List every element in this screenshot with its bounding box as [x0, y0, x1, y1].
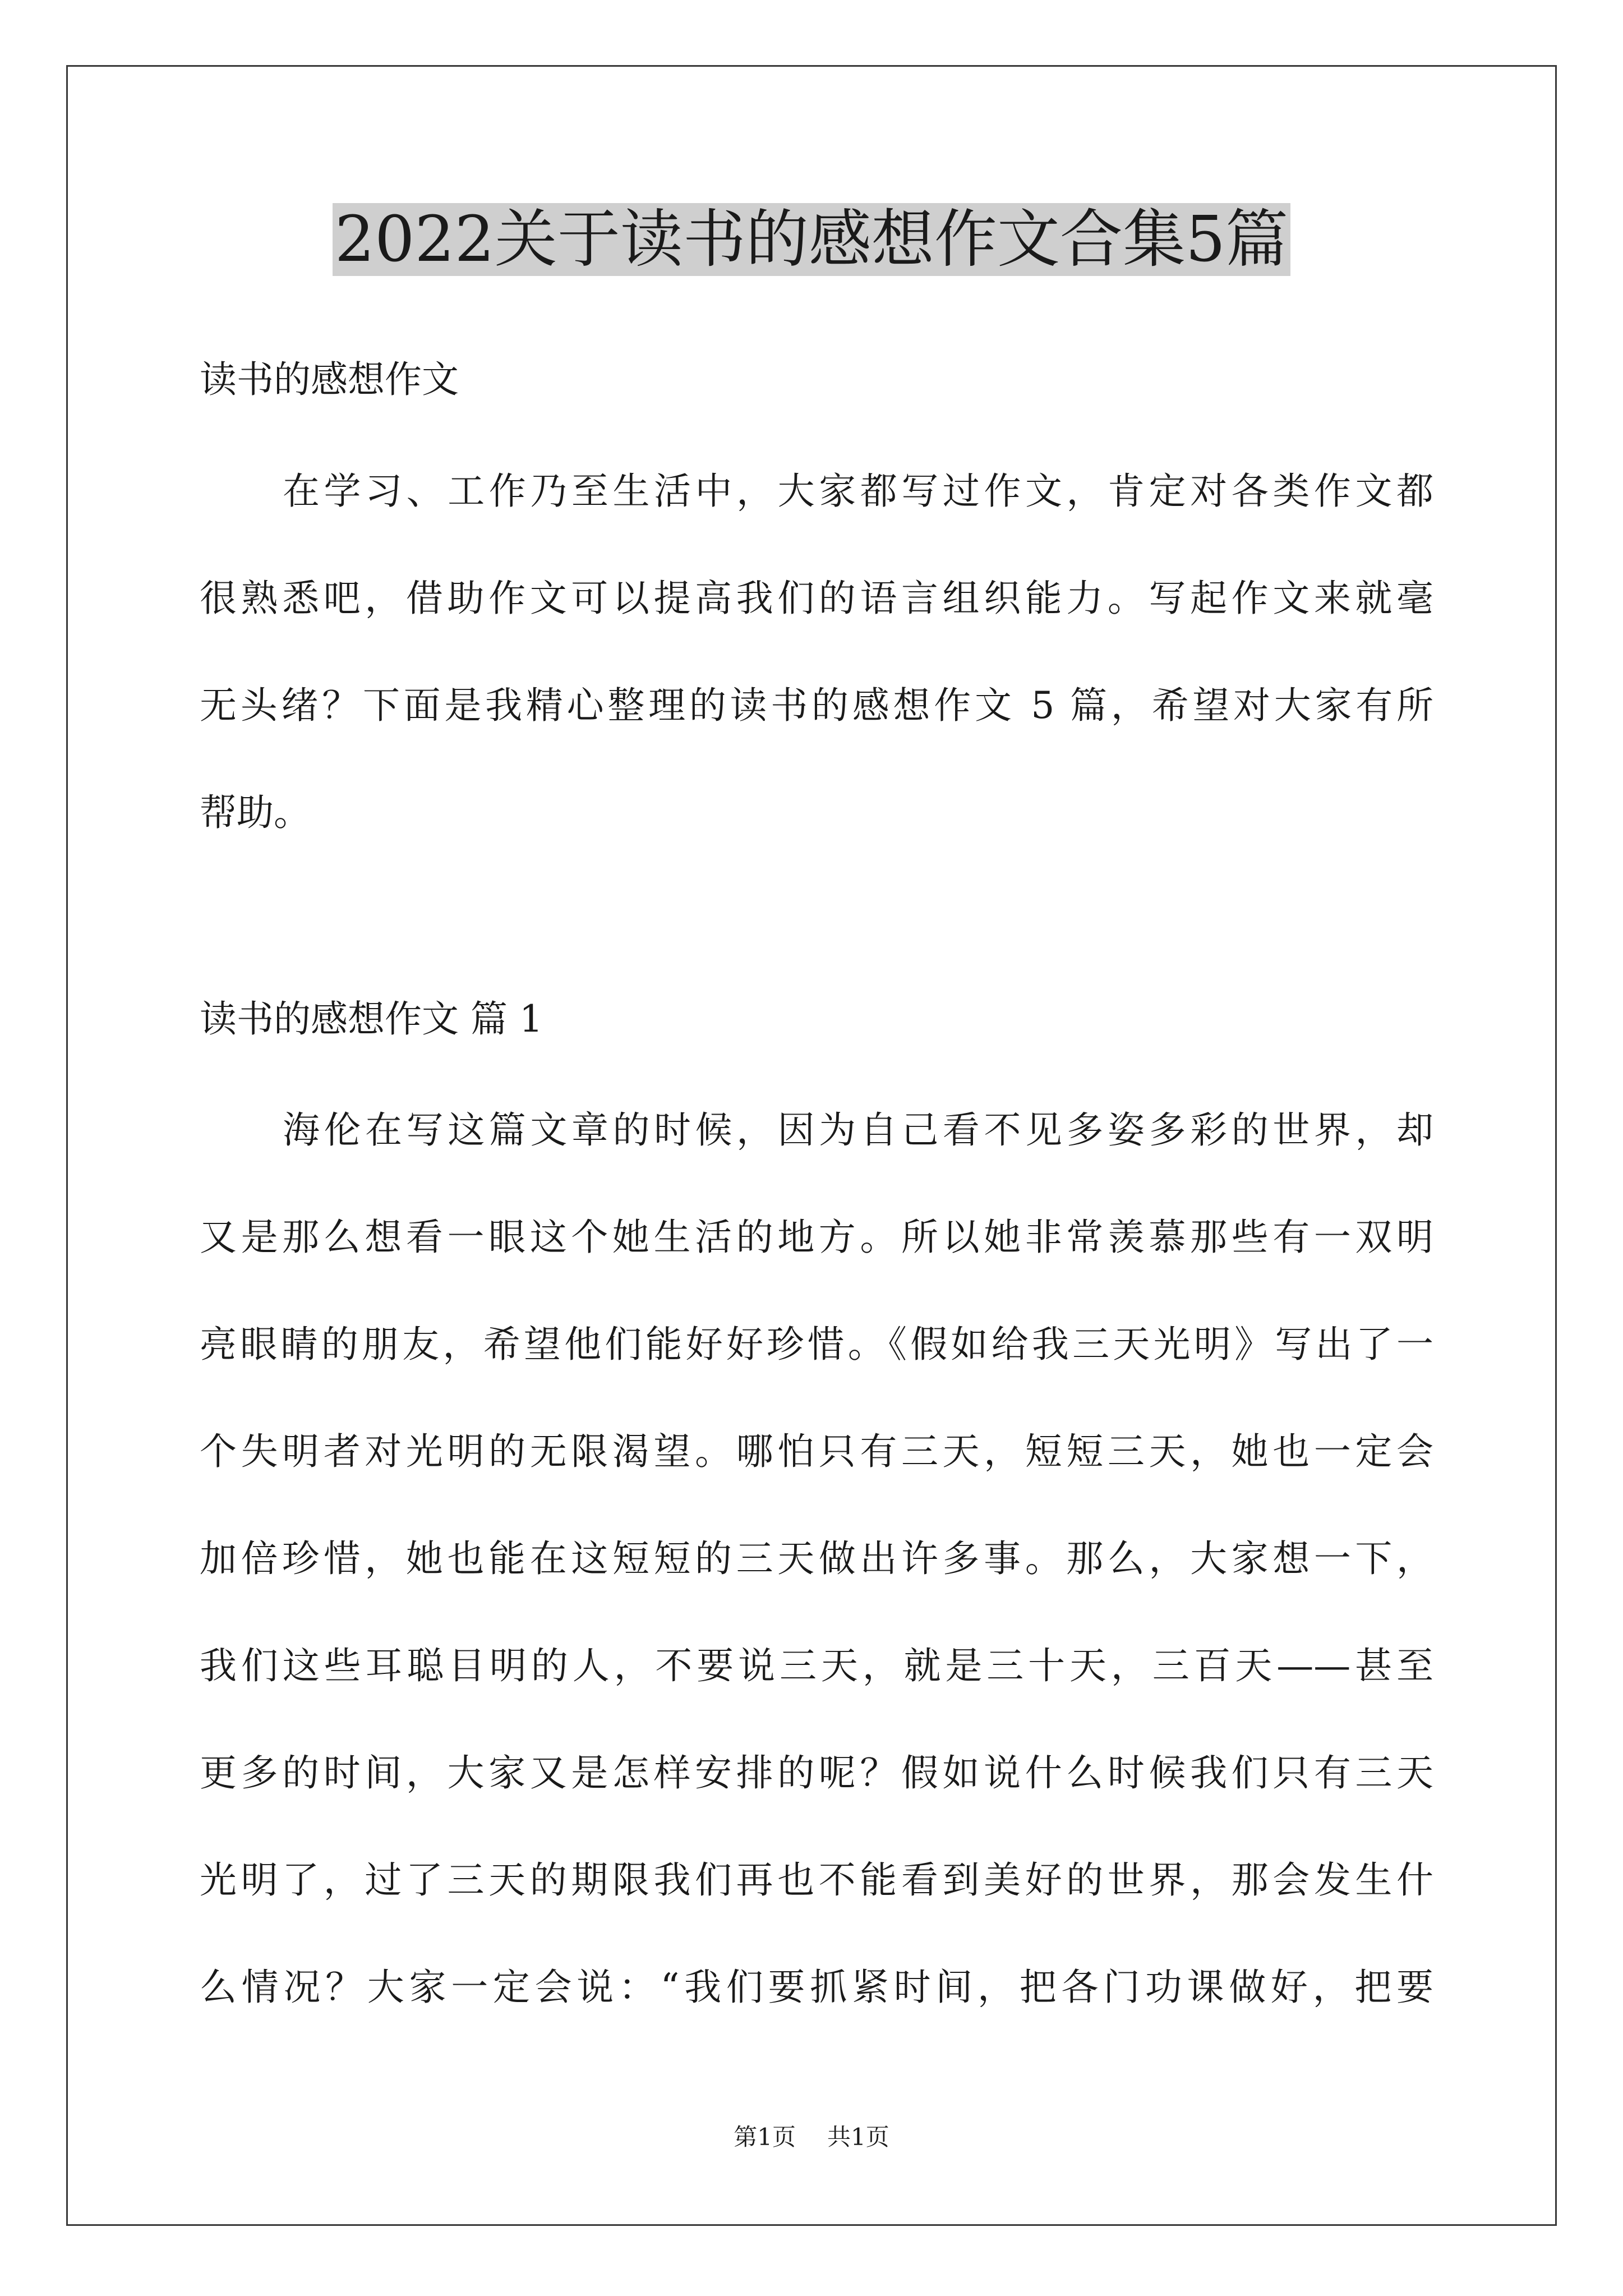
- section1-heading: 读书的感想作文 篇 1: [200, 997, 543, 1041]
- paragraph-line: 无头绪？下面是我精心整理的读书的感想作文 5 篇，希望对大家有所: [200, 684, 1433, 727]
- page-number: 第1页: [734, 2123, 796, 2151]
- document-title-text: 2022关于读书的感想作文合集5篇: [333, 203, 1290, 276]
- paragraph-line: 么情况？大家一定会说：“我们要抓紧时间，把各门功课做好，把要: [200, 1966, 1433, 2009]
- paragraph-line: 亮眼睛的朋友，希望他们能好好珍惜。《假如给我三天光明》写出了一: [200, 1323, 1433, 1366]
- intro-paragraph: [200, 438, 1433, 866]
- intro-heading: 读书的感想作文: [200, 358, 459, 401]
- paragraph-line: 个失明者对光明的无限渴望。哪怕只有三天，短短三天，她也一定会: [200, 1430, 1433, 1473]
- paragraph-line: 很熟悉吧，借助作文可以提高我们的语言组织能力。写起作文来就毫: [200, 577, 1433, 620]
- paragraph-line: 加倍珍惜，她也能在这短短的三天做出许多事。那么，大家想一下，: [200, 1537, 1433, 1580]
- document-title: [0, 197, 1623, 282]
- page-total: 共1页: [827, 2123, 889, 2151]
- paragraph-line: 帮助。: [200, 791, 311, 834]
- paragraph-line: 又是那么想看一眼这个她生活的地方。所以她非常羡慕那些有一双明: [200, 1216, 1433, 1259]
- section1-paragraph: [200, 1076, 1433, 2041]
- paragraph-line: 我们这些耳聪目明的人，不要说三天，就是三十天，三百天——甚至: [200, 1644, 1433, 1687]
- paragraph-line: 海伦在写这篇文章的时候，因为自己看不见多姿多彩的世界，却: [283, 1108, 1433, 1152]
- paragraph-line: 在学习、工作乃至生活中，大家都写过作文，肯定对各类作文都: [283, 470, 1433, 513]
- page-footer: [0, 2120, 1623, 2154]
- paragraph-line: 更多的时间，大家又是怎样安排的呢？假如说什么时候我们只有三天: [200, 1751, 1433, 1795]
- paragraph-line: 光明了，过了三天的期限我们再也不能看到美好的世界，那会发生什: [200, 1858, 1433, 1902]
